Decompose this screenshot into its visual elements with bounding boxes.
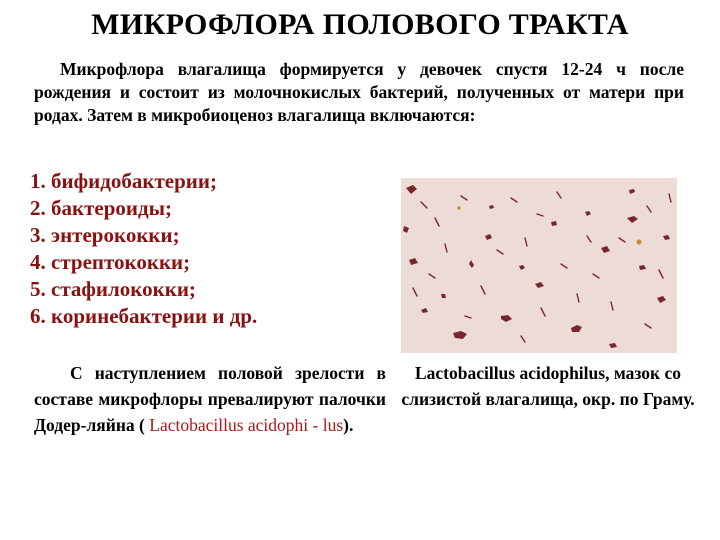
- list-item: 4. стрептококки;: [30, 250, 191, 274]
- slide-title: МИКРОФЛОРА ПОЛОВОГО ТРАКТА: [91, 8, 629, 41]
- list-item: 1. бифидобактерии;: [30, 169, 217, 193]
- list-item: 6. коринебактерии и др.: [30, 304, 258, 328]
- species-name: Lactobacillus acidophi - lus: [149, 415, 344, 435]
- bacteria-list: [30, 168, 257, 330]
- list-item: 3. энтерококки;: [30, 223, 180, 247]
- bottom-text-part2: ).: [343, 415, 354, 435]
- bottom-paragraph: [34, 360, 386, 438]
- photo-caption: Lactobacillus acidophilus, мазок со слизистой влагалища, окр. по Граму.: [401, 363, 695, 409]
- micrograph-svg: [401, 178, 677, 353]
- micrograph-image: [401, 178, 677, 353]
- list-item: 5. стафилококки;: [30, 277, 196, 301]
- bottom-text-part1: С наступлением половой зрелости в составе микрофлоры превалируют палочки Додер-ляйна (: [34, 363, 386, 435]
- intro-paragraph: [34, 58, 684, 127]
- list-item: 2. бактероиды;: [30, 196, 173, 220]
- intro-text: Микрофлора влагалища формируется у девочек спустя 12-24 ч после рождения и состоит из молочнокислых бактерий, полученных от матери при родах. Затем в микробиоценоз влагалища включаются:: [34, 59, 684, 125]
